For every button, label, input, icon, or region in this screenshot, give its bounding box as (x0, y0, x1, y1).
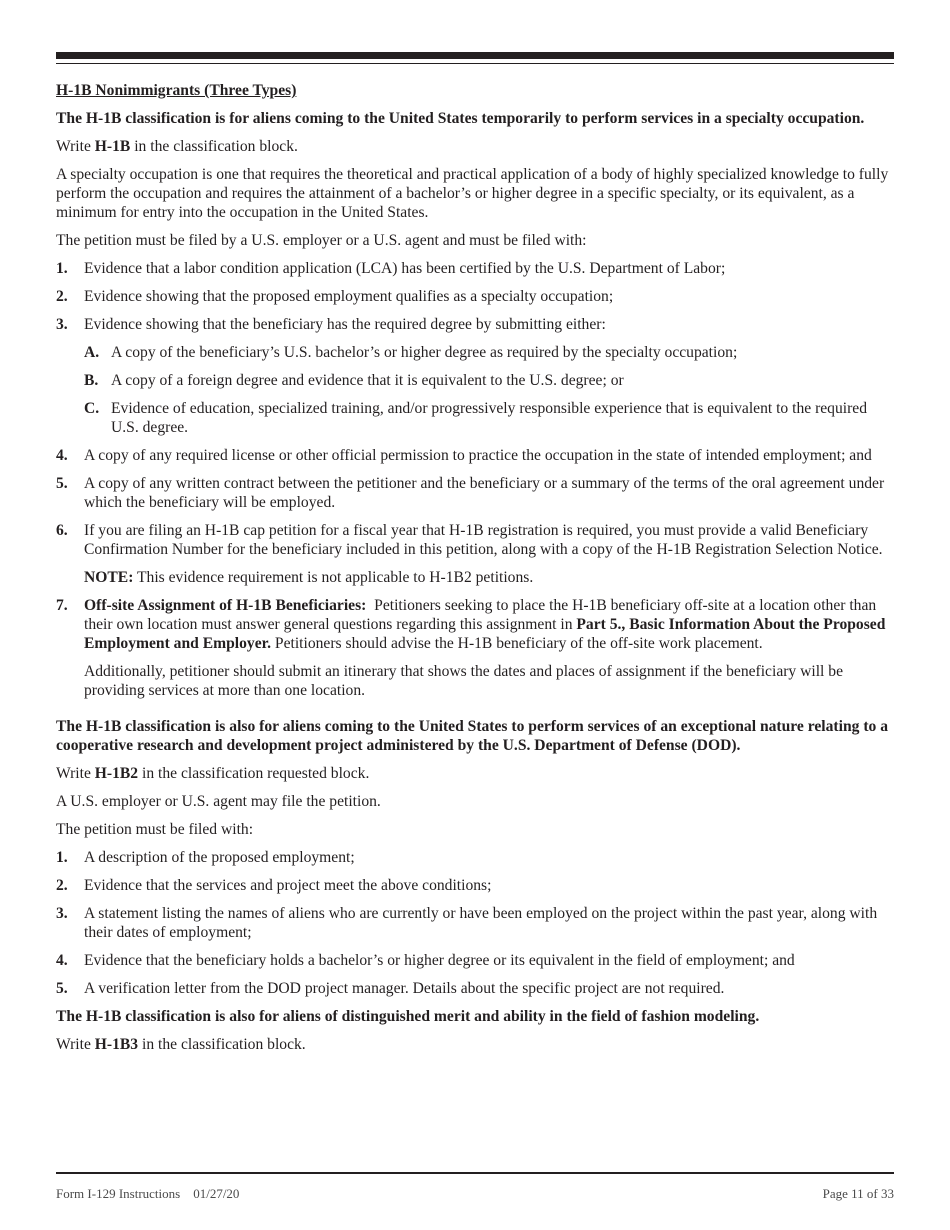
footer-page-number: Page 11 of 33 (822, 1186, 894, 1201)
footer-rule (56, 1172, 894, 1174)
note: NOTE: This evidence requirement is not applicable to H-1B2 petitions. (84, 569, 534, 586)
list-item: 6. If you are filing an H-1B cap petition for a fiscal year that H-1B registration is required, you must provide a valid Beneficiary Confirmation Number for the beneficiary included in this petition, along with a copy of the H-1B Registration Selection Notice. (56, 522, 883, 558)
h1b2-write-instruction: Write H-1B2 in the classification requested block. (56, 765, 370, 782)
list-item: 5. A copy of any written contract between the petitioner and the beneficiary or a summary of the terms of the oral agreement under which the beneficiary will be employed. (56, 475, 885, 511)
h1b3-write-instruction: Write H-1B3 in the classification block. (56, 1036, 306, 1053)
list-item: 4. Evidence that the beneficiary holds a bachelor’s or higher degree or its equivalent in the field of employment; and (56, 952, 795, 969)
sub-list-item: A. A copy of the beneficiary’s U.S. bachelor’s or higher degree as required by the specialty occupation; (84, 344, 738, 361)
item7-additional: Additionally, petitioner should submit an itinerary that shows the dates and places of assignment if the beneficiary will be providing services at more than one location. (84, 663, 843, 699)
h1b2-heading: The H-1B classification is also for aliens coming to the United States to perform services of an exceptional nature relating to a cooperative research and development project administered by the U.S. Department of Defense (DOD). (56, 718, 889, 754)
list-item: 4. A copy of any required license or other official permission to practice the occupation in the state of intended employment; and (56, 447, 872, 464)
list-item: 2. Evidence showing that the proposed employment qualifies as a specialty occupation; (56, 288, 614, 305)
list-item: 3. A statement listing the names of aliens who are currently or have been employed on the project within the past year, along with their dates of employment; (56, 905, 878, 941)
list-item: 2. Evidence that the services and project meet the above conditions; (56, 877, 492, 894)
h1b2-filed-with: The petition must be filed with: (56, 821, 254, 838)
page-content (56, 81, 896, 1063)
footer-form-id: Form I-129 Instructions 01/27/20 (56, 1186, 240, 1201)
h1b3-heading: The H-1B classification is also for aliens of distinguished merit and ability in the field of fashion modeling. (56, 1008, 760, 1025)
list-item: 7. Off-site Assignment of H-1B Beneficiaries: Petitioners seeking to place the H-1B beneficiary off-site at a location other than their own location must answer general questions regarding this assignment in Part 5., Basic Information About the Proposed Employment and Employer. Petitioners should advise the H-1B beneficiary of the off-site work placement. (56, 597, 886, 652)
header-rule-thick (56, 52, 894, 59)
list-item: 1. A description of the proposed employment; (56, 849, 355, 866)
sub-list-item: C. Evidence of education, specialized training, and/or progressively responsible experience that is equivalent to the required U.S. degree. (84, 400, 868, 436)
item7-label: Off-site Assignment of H-1B Beneficiaries: (84, 597, 367, 614)
h1b-filed-with: The petition must be filed by a U.S. employer or a U.S. agent and must be filed with: (56, 232, 587, 249)
h1b2-who-files: A U.S. employer or U.S. agent may file the petition. (56, 793, 381, 810)
list-item: 1. Evidence that a labor condition application (LCA) has been certified by the U.S. Department of Labor; (56, 260, 726, 277)
h1b-definition: A specialty occupation is one that requires the theoretical and practical application of a body of highly specialized knowledge to fully perform the occupation and requires the attainment of a bachelor’s or higher degree in a specific specialty, or its equivalent, as a minimum for entry into the occupation in the United States. (56, 166, 889, 221)
header-rule-thin (56, 63, 894, 64)
h1b-heading: The H-1B classification is for aliens coming to the United States temporarily to perform services in a specialty occupation. (56, 110, 865, 127)
section-title: H-1B Nonimmigrants (Three Types) (56, 82, 297, 99)
list-item: 5. A verification letter from the DOD project manager. Details about the specific project are not required. (56, 980, 725, 997)
list-item: 3. Evidence showing that the beneficiary has the required degree by submitting either: (56, 316, 606, 333)
h1b-write-instruction: Write H-1B in the classification block. (56, 138, 298, 155)
item7-reference: Part 5., Basic Information About the Proposed Employment and Employer. (84, 616, 886, 652)
sub-list-item: B. A copy of a foreign degree and evidence that it is equivalent to the U.S. degree; or (84, 372, 624, 389)
